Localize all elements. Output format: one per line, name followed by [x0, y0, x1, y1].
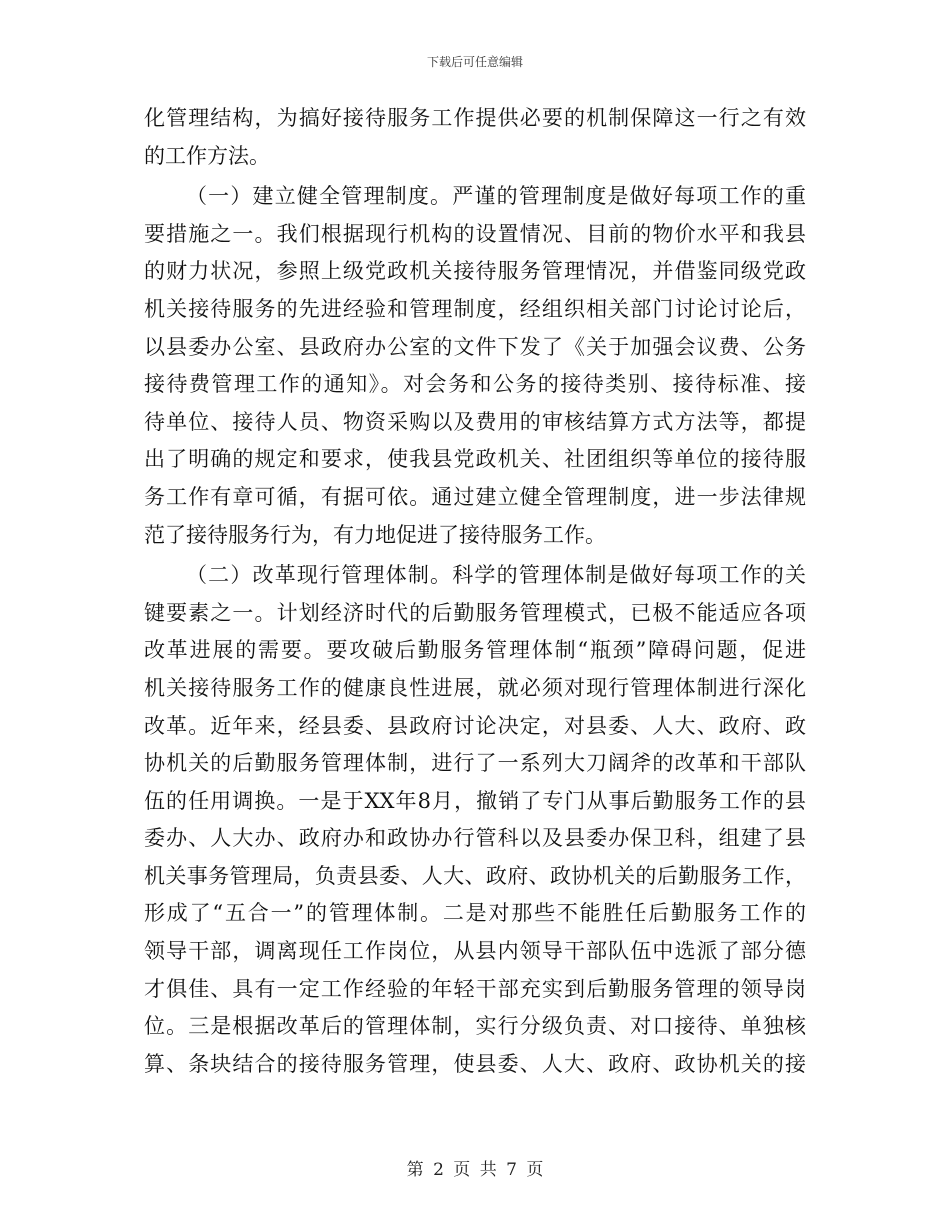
text-line: 领导干部，调离现任工作岗位，从县内领导干部队伍中选派了部分德: [144, 939, 806, 964]
text-line: 位。三是根据改革后的管理体制，实行分级负责、对口接待、单独核: [144, 1014, 806, 1039]
text-line: 机关事务管理局，负责县委、人大、政府、政协机关的后勤服务工作，: [144, 863, 806, 888]
document-body: [144, 100, 806, 1083]
text-line: 才俱佳、具有一定工作经验的年轻干部充实到后勤服务管理的领导岗: [144, 976, 806, 1001]
paragraph: [144, 100, 806, 175]
text-line: 委办、人大办、政府办和政协办行管科以及县委办保卫科，组建了县: [144, 826, 806, 851]
text-line: 算、条块结合的接待服务管理，使县委、人大、政府、政协机关的接: [144, 1051, 806, 1076]
text-line: 改革进展的需要。要攻破后勤服务管理体制“瓶颈”障碍问题，促进: [144, 638, 806, 663]
paragraph: [144, 178, 806, 554]
text-line: 的财力状况，参照上级党政机关接待服务管理情况，并借鉴同级党政: [144, 259, 806, 284]
text-line: 务工作有章可循，有据可依。通过建立健全管理制度，进一步法律规: [144, 484, 806, 509]
text-line: 出了明确的规定和要求，使我县党政机关、社团组织等单位的接待服: [144, 447, 806, 472]
paragraph: [144, 557, 806, 1083]
text-line: 范了接待服务行为，有力地促进了接待服务工作。: [144, 522, 606, 547]
text-line: 伍的任用调换。一是于XX年8月，撤销了专门从事后勤服务工作的县: [144, 788, 806, 813]
text-line: （一）建立健全管理制度。严谨的管理制度是做好每项工作的重: [186, 184, 806, 209]
text-line: 以县委办公室、县政府办公室的文件下发了《关于加强会议费、公务: [144, 334, 806, 359]
text-line: 形成了“五合一”的管理体制。二是对那些不能胜任后勤服务工作的: [144, 901, 806, 926]
text-line: （二）改革现行管理体制。科学的管理体制是做好每项工作的关: [186, 563, 806, 588]
text-line: 协机关的后勤服务管理体制，进行了一系列大刀阔斧的改革和干部队: [144, 751, 806, 776]
text-line: 改革。近年来，经县委、县政府讨论决定，对县委、人大、政府、政: [144, 713, 806, 738]
text-line: 机关接待服务的先进经验和管理制度，经组织相关部门讨论讨论后，: [144, 296, 806, 321]
text-line: 机关接待服务工作的健康良性进展，就必须对现行管理体制进行深化: [144, 675, 806, 700]
page-number-footer: 第 2 页 共 7 页: [406, 1160, 544, 1180]
text-line: 待单位、接待人员、物资采购以及费用的审核结算方式方法等，都提: [144, 409, 806, 434]
text-line: 键要素之一。计划经济时代的后勤服务管理模式，已极不能适应各项: [144, 600, 806, 625]
text-line: 的工作方法。: [144, 143, 270, 168]
text-line: 要措施之一。我们根据现行机构的设置情况、目前的物价水平和我县: [144, 221, 806, 246]
page-header: 下载后可任意编辑: [426, 55, 523, 69]
text-line: 化管理结构，为搞好接待服务工作提供必要的机制保障这一行之有效: [144, 106, 806, 130]
text-line: 接待费管理工作的通知》。对会务和公务的接待类别、接待标准、接: [144, 372, 806, 397]
